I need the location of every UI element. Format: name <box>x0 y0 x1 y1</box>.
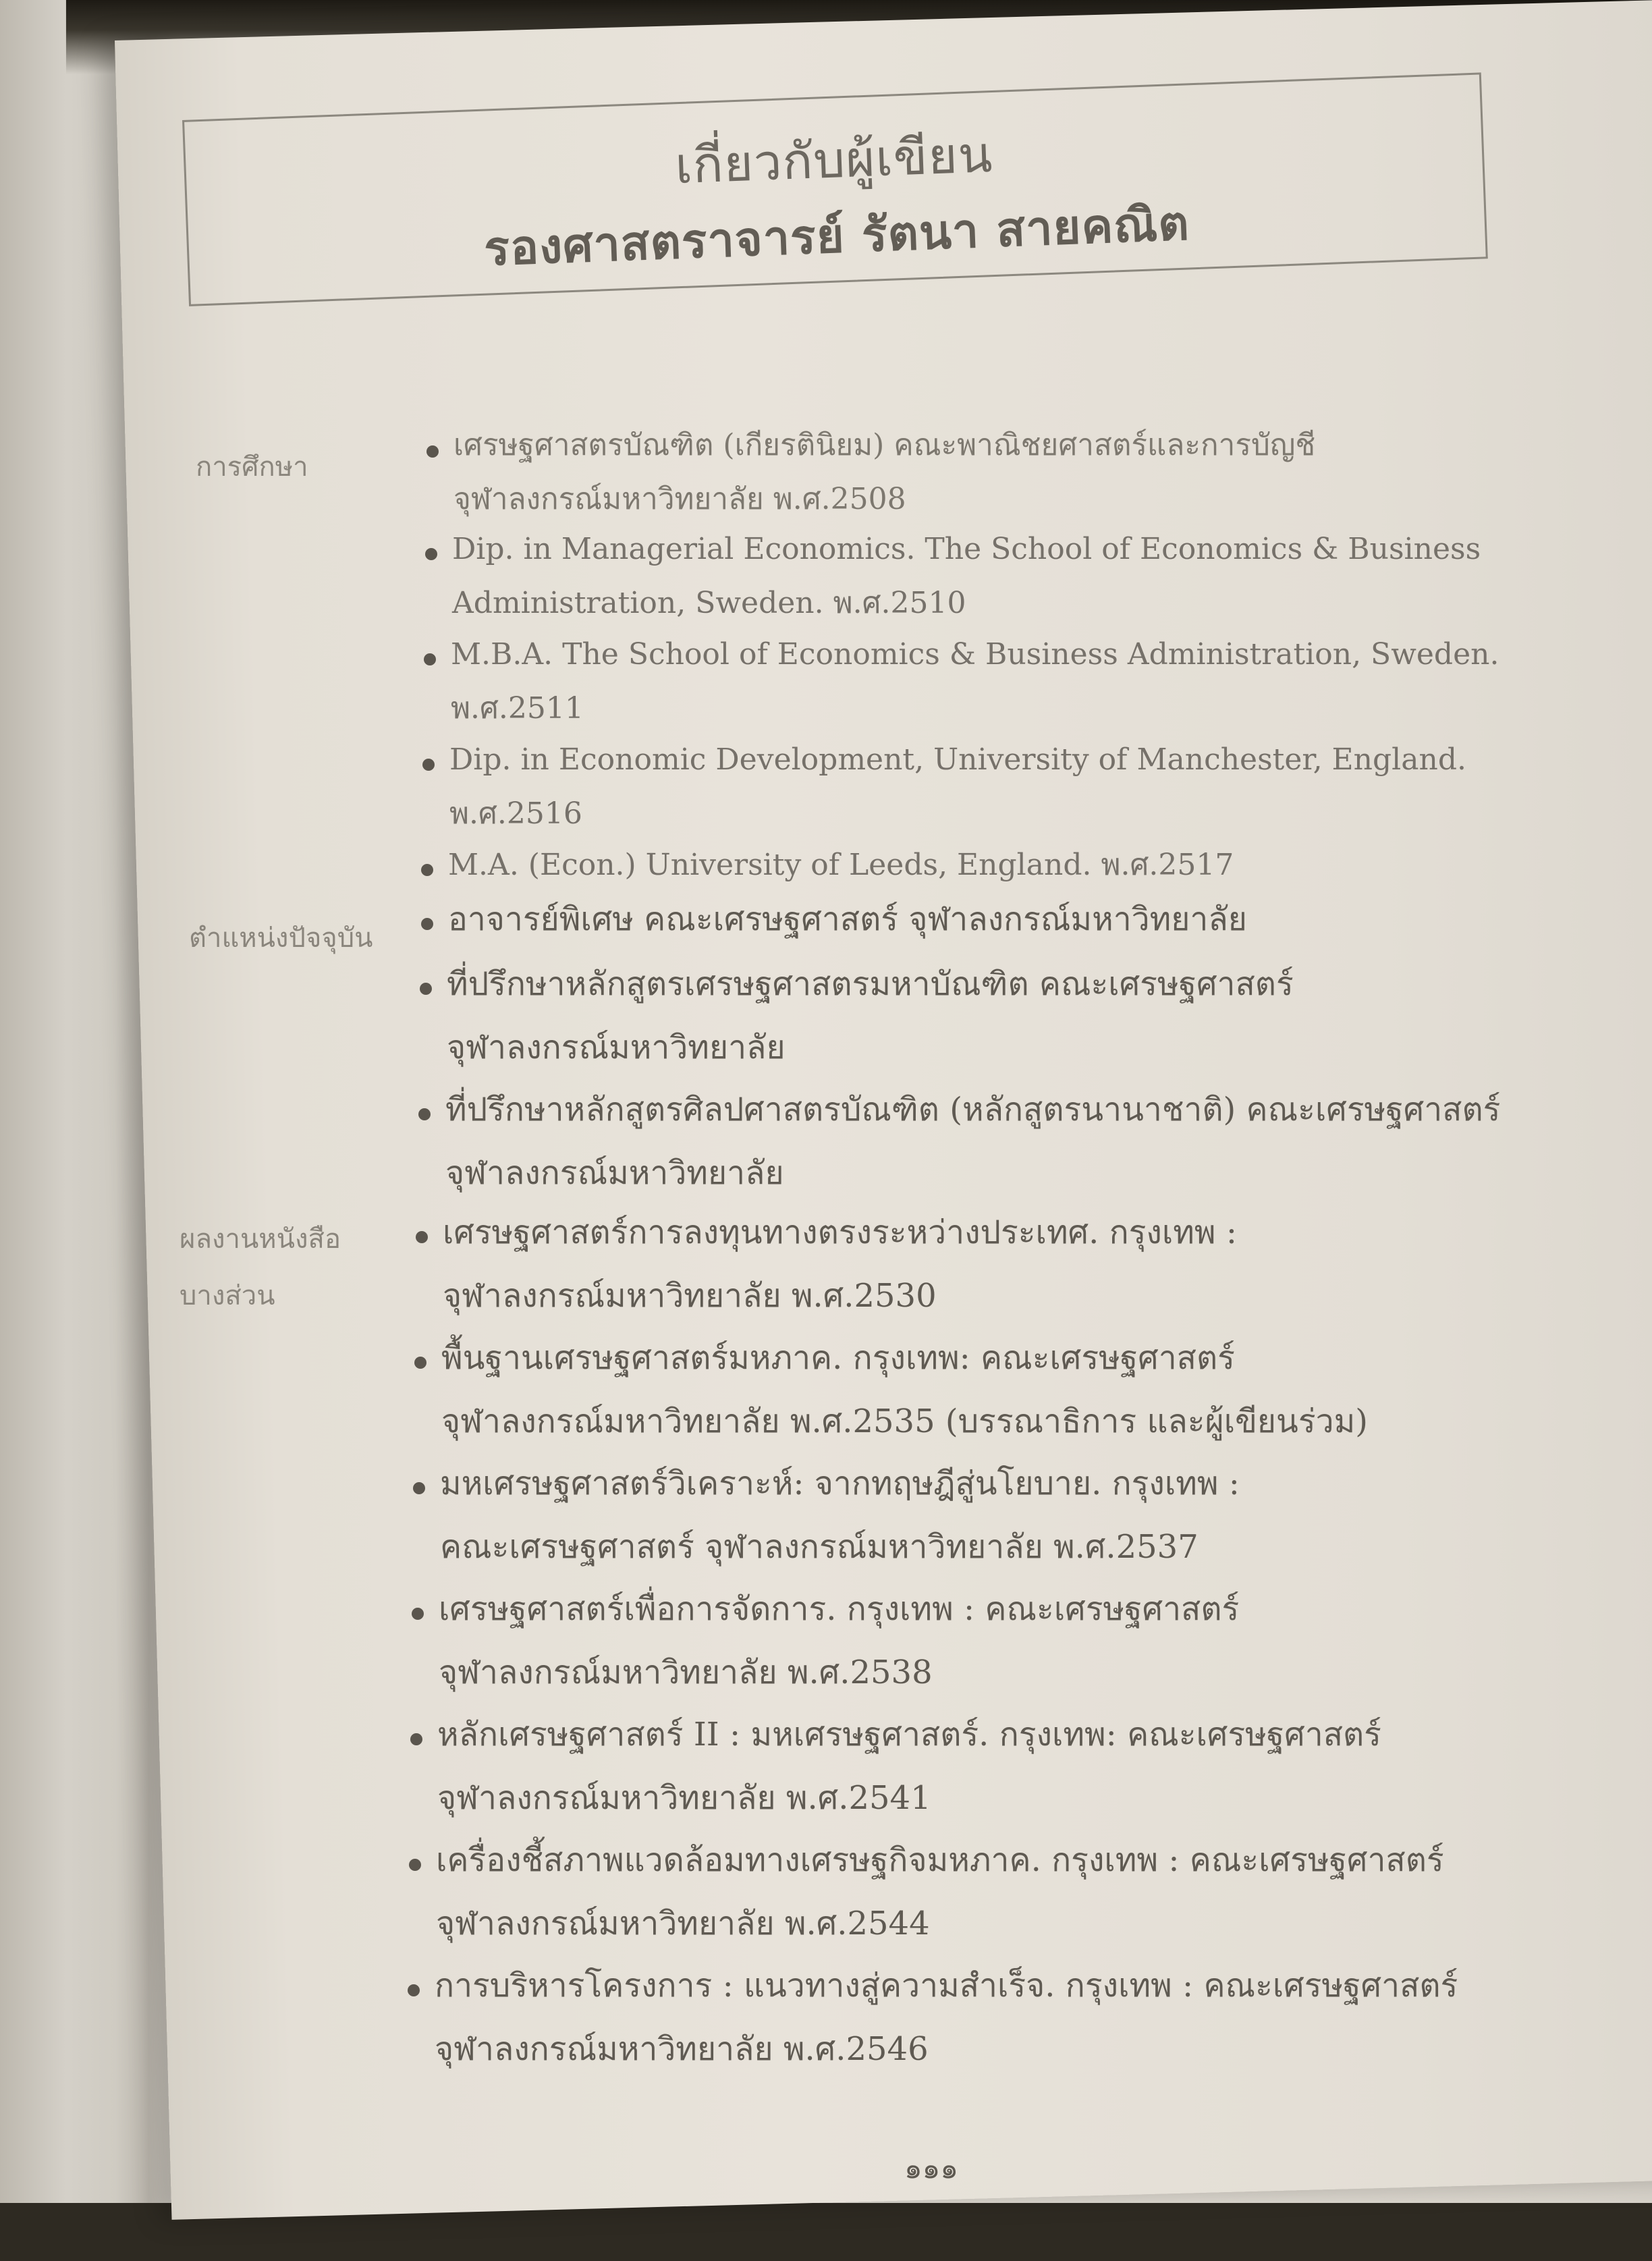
position-item-3-line1: ที่ปรึกษาหลักสูตรศิลปศาสตรบัณฑิต (หลักสูตรนานาชาติ) คณะเศรษฐศาสตร์ <box>445 1091 1501 1128</box>
book-item-3-line2: คณะเศรษฐศาสตร์ จุฬาลงกรณ์มหาวิทยาลัย พ.ศ.2537 <box>440 1528 1199 1566</box>
book-item-5-line2: จุฬาลงกรณ์มหาวิทยาลัย พ.ศ.2541 <box>437 1779 931 1817</box>
bullet-icon <box>410 1733 422 1745</box>
bullet-icon <box>418 1108 431 1120</box>
book-item-5-line1: หลักเศรษฐศาสตร์ II : มหเศรษฐศาสตร์. กรุงเทพ: คณะเศรษฐศาสตร์ <box>437 1716 1381 1753</box>
positions-label: ตำแหน่งปัจจุบัน <box>189 923 373 954</box>
book-item-1-line2: จุฬาลงกรณ์มหาวิทยาลัย พ.ศ.2530 <box>443 1277 937 1315</box>
book-item-4-line1: เศรษฐศาสตร์เพื่อการจัดการ. กรุงเทพ : คณะเศรษฐศาสตร์ <box>439 1590 1240 1628</box>
position-item-3-line2: จุฬาลงกรณ์มหาวิทยาลัย <box>445 1154 784 1192</box>
bullet-icon <box>412 1608 424 1620</box>
bullet-icon <box>426 445 439 458</box>
education-item-3-line1: M.B.A. The School of Economics & Business Administration, Sweden. <box>451 637 1499 672</box>
book-item-7-line1: การบริหารโครงการ : แนวทางสู่ความสำเร็จ. กรุงเทพ : คณะเศรษฐศาสตร์ <box>435 1967 1458 2005</box>
book-item-3-line1: มหเศรษฐศาสตร์วิเคราะห์: จากทฤษฎีสู่นโยบาย. กรุงเทพ : <box>440 1465 1240 1502</box>
education-item-4-line1: Dip. in Economic Development, University of Manchester, England. <box>449 742 1466 777</box>
book-item-6-line2: จุฬาลงกรณ์มหาวิทยาลัย พ.ศ.2544 <box>436 1905 930 1942</box>
book-item-6-line1: เครื่องชี้สภาพแวดล้อมทางเศรษฐกิจมหภาค. กรุงเทพ : คณะเศรษฐศาสตร์ <box>436 1841 1444 1879</box>
bullet-icon <box>420 983 432 995</box>
title-box <box>182 72 1488 306</box>
education-item-3-line2: พ.ศ.2511 <box>451 691 584 726</box>
bullet-icon <box>409 1859 421 1871</box>
bullet-icon <box>421 918 433 930</box>
bullet-icon <box>414 1357 426 1369</box>
books-label-line2: บางส่วน <box>180 1280 275 1311</box>
education-item-2-line1: Dip. in Managerial Economics. The School of Economics & Business <box>452 532 1481 566</box>
education-item-2-line2: Administration, Sweden. พ.ศ.2510 <box>452 586 966 620</box>
bullet-icon <box>408 1984 420 1996</box>
bullet-icon <box>416 1231 428 1243</box>
education-item-4-line2: พ.ศ.2516 <box>449 796 582 831</box>
education-label: การศึกษา <box>196 452 308 483</box>
book-item-2-line2: จุฬาลงกรณ์มหาวิทยาลัย พ.ศ.2535 (บรรณาธิการ และผู้เขียนร่วม) <box>441 1402 1368 1440</box>
education-item-1-line1: เศรษฐศาสตรบัณฑิต (เกียรตินิยม) คณะพาณิชยศาสตร์และการบัญชี <box>453 428 1316 462</box>
book-page <box>115 0 1652 2220</box>
book-item-1-line1: เศรษฐศาสตร์การลงทุนทางตรงระหว่างประเทศ. กรุงเทพ : <box>443 1214 1237 1251</box>
position-item-2-line2: จุฬาลงกรณ์มหาวิทยาลัย <box>447 1029 786 1066</box>
bullet-icon <box>424 653 436 665</box>
book-item-7-line2: จุฬาลงกรณ์มหาวิทยาลัย พ.ศ.2546 <box>435 2030 929 2068</box>
book-item-4-line2: จุฬาลงกรณ์มหาวิทยาลัย พ.ศ.2538 <box>439 1654 933 1691</box>
page-number: ๑๑๑ <box>904 2152 958 2185</box>
education-item-1-line2: จุฬาลงกรณ์มหาวิทยาลัย พ.ศ.2508 <box>453 482 906 516</box>
page-content <box>115 40 1652 2221</box>
position-item-2-line1: ที่ปรึกษาหลักสูตรเศรษฐศาสตรมหาบัณฑิต คณะเศรษฐศาสตร์ <box>447 965 1294 1003</box>
page-title: เกี่ยวกับผู้เขียน <box>673 126 994 196</box>
book-item-2-line1: พื้นฐานเศรษฐศาสตร์มหภาค. กรุงเทพ: คณะเศรษฐศาสตร์ <box>441 1339 1235 1377</box>
bullet-icon <box>413 1482 425 1494</box>
author-name: รองศาสตราจารย์ รัตนา สายคณิต <box>483 194 1190 277</box>
bullet-icon <box>425 548 437 560</box>
education-item-5-line1: M.A. (Econ.) University of Leeds, England. พ.ศ.2517 <box>448 848 1234 882</box>
bullet-icon <box>422 759 435 771</box>
position-item-1-line1: อาจารย์พิเศษ คณะเศรษฐศาสตร์ จุฬาลงกรณ์มหาวิทยาลัย <box>448 900 1247 938</box>
books-label-line1: ผลงานหนังสือ <box>180 1224 341 1255</box>
bullet-icon <box>421 864 433 876</box>
